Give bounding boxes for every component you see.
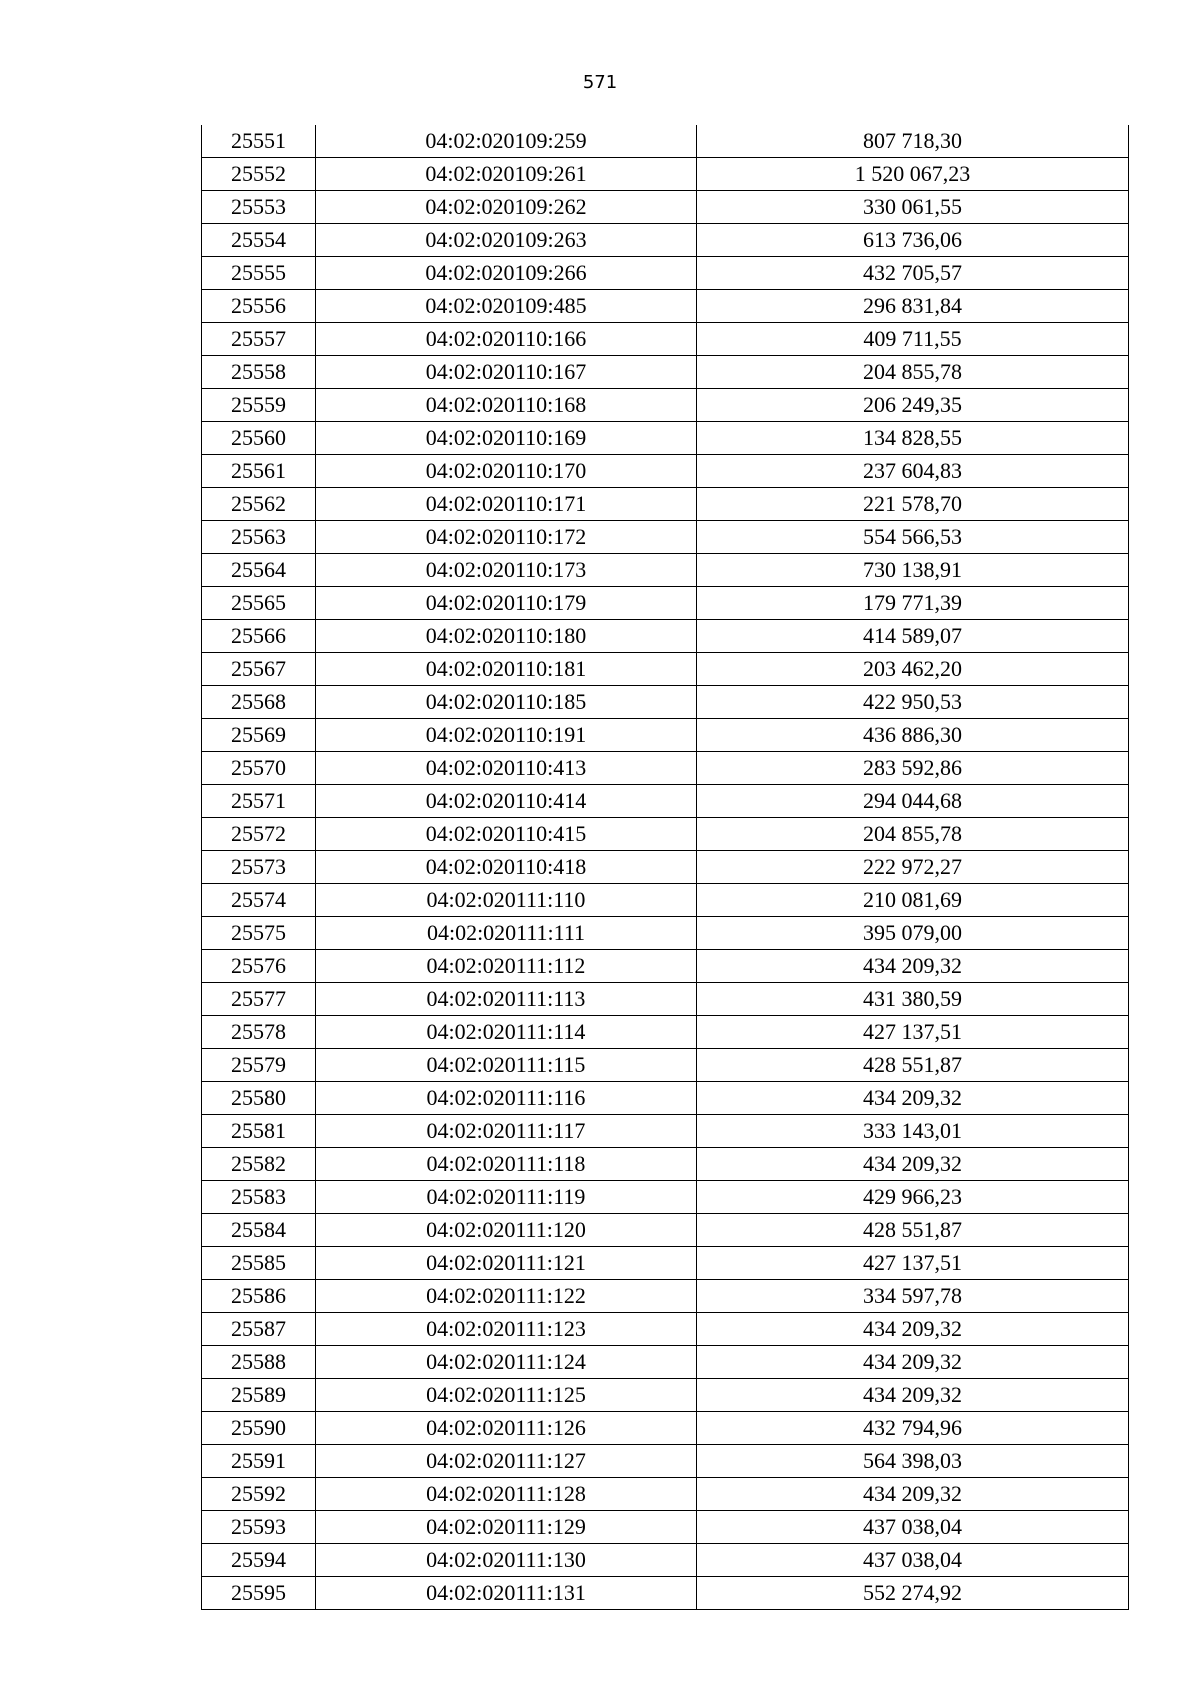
cadastral-value-cell: 237 604,83 bbox=[697, 455, 1129, 488]
table-row bbox=[202, 1115, 1129, 1148]
row-number-cell: 25554 bbox=[202, 224, 316, 257]
cadastral-value-cell: 432 705,57 bbox=[697, 257, 1129, 290]
cadastral-number-cell: 04:02:020109:266 bbox=[316, 257, 697, 290]
cadastral-number-cell: 04:02:020111:120 bbox=[316, 1214, 697, 1247]
table-row bbox=[202, 554, 1129, 587]
cadastral-value-cell: 554 566,53 bbox=[697, 521, 1129, 554]
table-row bbox=[202, 323, 1129, 356]
table-row bbox=[202, 1346, 1129, 1379]
cadastral-number-cell: 04:02:020111:111 bbox=[316, 917, 697, 950]
row-number-cell: 25575 bbox=[202, 917, 316, 950]
cadastral-number-cell: 04:02:020111:117 bbox=[316, 1115, 697, 1148]
cadastral-number-cell: 04:02:020109:261 bbox=[316, 158, 697, 191]
row-number-cell: 25567 bbox=[202, 653, 316, 686]
cadastral-number-cell: 04:02:020111:130 bbox=[316, 1544, 697, 1577]
table-row bbox=[202, 983, 1129, 1016]
row-number-cell: 25583 bbox=[202, 1181, 316, 1214]
cadastral-value-cell: 204 855,78 bbox=[697, 356, 1129, 389]
cadastral-number-cell: 04:02:020109:263 bbox=[316, 224, 697, 257]
cadastral-number-cell: 04:02:020111:129 bbox=[316, 1511, 697, 1544]
row-number-cell: 25593 bbox=[202, 1511, 316, 1544]
row-number-cell: 25558 bbox=[202, 356, 316, 389]
cadastral-number-cell: 04:02:020111:114 bbox=[316, 1016, 697, 1049]
cadastral-value-cell: 334 597,78 bbox=[697, 1280, 1129, 1313]
table-row bbox=[202, 1016, 1129, 1049]
cadastral-number-cell: 04:02:020110:171 bbox=[316, 488, 697, 521]
row-number-cell: 25576 bbox=[202, 950, 316, 983]
cadastral-number-cell: 04:02:020111:113 bbox=[316, 983, 697, 1016]
row-number-cell: 25560 bbox=[202, 422, 316, 455]
table-row bbox=[202, 125, 1129, 158]
table-row bbox=[202, 686, 1129, 719]
row-number-cell: 25568 bbox=[202, 686, 316, 719]
cadastral-number-cell: 04:02:020111:112 bbox=[316, 950, 697, 983]
cadastral-value-cell: 427 137,51 bbox=[697, 1016, 1129, 1049]
table-body bbox=[202, 125, 1129, 1610]
cadastral-number-cell: 04:02:020111:122 bbox=[316, 1280, 697, 1313]
row-number-cell: 25589 bbox=[202, 1379, 316, 1412]
table-row bbox=[202, 1214, 1129, 1247]
row-number-cell: 25587 bbox=[202, 1313, 316, 1346]
row-number-cell: 25592 bbox=[202, 1478, 316, 1511]
cadastral-value-cell: 210 081,69 bbox=[697, 884, 1129, 917]
cadastral-value-cell: 730 138,91 bbox=[697, 554, 1129, 587]
row-number-cell: 25584 bbox=[202, 1214, 316, 1247]
cadastral-number-cell: 04:02:020111:118 bbox=[316, 1148, 697, 1181]
table-row bbox=[202, 653, 1129, 686]
cadastral-value-cell: 437 038,04 bbox=[697, 1511, 1129, 1544]
table-row bbox=[202, 1082, 1129, 1115]
row-number-cell: 25561 bbox=[202, 455, 316, 488]
cadastral-number-cell: 04:02:020110:185 bbox=[316, 686, 697, 719]
cadastral-value-cell: 428 551,87 bbox=[697, 1049, 1129, 1082]
row-number-cell: 25557 bbox=[202, 323, 316, 356]
row-number-cell: 25552 bbox=[202, 158, 316, 191]
row-number-cell: 25566 bbox=[202, 620, 316, 653]
row-number-cell: 25571 bbox=[202, 785, 316, 818]
cadastral-value-cell: 434 209,32 bbox=[697, 1379, 1129, 1412]
row-number-cell: 25582 bbox=[202, 1148, 316, 1181]
cadastral-number-cell: 04:02:020110:414 bbox=[316, 785, 697, 818]
cadastral-value-cell: 434 209,32 bbox=[697, 950, 1129, 983]
cadastral-value-cell: 134 828,55 bbox=[697, 422, 1129, 455]
cadastral-number-cell: 04:02:020109:259 bbox=[316, 125, 697, 158]
cadastral-value-cell: 564 398,03 bbox=[697, 1445, 1129, 1478]
table-row bbox=[202, 1577, 1129, 1610]
cadastral-number-cell: 04:02:020111:119 bbox=[316, 1181, 697, 1214]
table-row bbox=[202, 1445, 1129, 1478]
row-number-cell: 25555 bbox=[202, 257, 316, 290]
cadastral-value-cell: 221 578,70 bbox=[697, 488, 1129, 521]
cadastral-number-cell: 04:02:020111:124 bbox=[316, 1346, 697, 1379]
cadastral-value-cell: 179 771,39 bbox=[697, 587, 1129, 620]
table-row bbox=[202, 1181, 1129, 1214]
row-number-cell: 25563 bbox=[202, 521, 316, 554]
cadastral-number-cell: 04:02:020111:125 bbox=[316, 1379, 697, 1412]
cadastral-number-cell: 04:02:020110:181 bbox=[316, 653, 697, 686]
cadastral-value-cell: 414 589,07 bbox=[697, 620, 1129, 653]
row-number-cell: 25591 bbox=[202, 1445, 316, 1478]
row-number-cell: 25580 bbox=[202, 1082, 316, 1115]
row-number-cell: 25570 bbox=[202, 752, 316, 785]
cadastral-value-cell: 1 520 067,23 bbox=[697, 158, 1129, 191]
cadastral-value-cell: 427 137,51 bbox=[697, 1247, 1129, 1280]
table-row bbox=[202, 1280, 1129, 1313]
row-number-cell: 25559 bbox=[202, 389, 316, 422]
cadastral-number-cell: 04:02:020111:128 bbox=[316, 1478, 697, 1511]
table-row bbox=[202, 785, 1129, 818]
cadastral-number-cell: 04:02:020110:170 bbox=[316, 455, 697, 488]
cadastral-value-cell: 613 736,06 bbox=[697, 224, 1129, 257]
row-number-cell: 25579 bbox=[202, 1049, 316, 1082]
table-row bbox=[202, 1379, 1129, 1412]
table-row bbox=[202, 422, 1129, 455]
cadastral-value-cell: 428 551,87 bbox=[697, 1214, 1129, 1247]
row-number-cell: 25585 bbox=[202, 1247, 316, 1280]
cadastral-number-cell: 04:02:020111:110 bbox=[316, 884, 697, 917]
cadastral-value-cell: 434 209,32 bbox=[697, 1082, 1129, 1115]
table-row bbox=[202, 884, 1129, 917]
cadastral-value-cell: 294 044,68 bbox=[697, 785, 1129, 818]
cadastral-value-cell: 206 249,35 bbox=[697, 389, 1129, 422]
table-row bbox=[202, 257, 1129, 290]
table-row bbox=[202, 1049, 1129, 1082]
table-row bbox=[202, 158, 1129, 191]
row-number-cell: 25595 bbox=[202, 1577, 316, 1610]
table-row bbox=[202, 818, 1129, 851]
cadastral-value-cell: 434 209,32 bbox=[697, 1148, 1129, 1181]
table-row bbox=[202, 1148, 1129, 1181]
table-row bbox=[202, 851, 1129, 884]
cadastral-number-cell: 04:02:020109:262 bbox=[316, 191, 697, 224]
table-row bbox=[202, 1247, 1129, 1280]
table-row bbox=[202, 752, 1129, 785]
cadastral-value-cell: 409 711,55 bbox=[697, 323, 1129, 356]
cadastral-number-cell: 04:02:020111:127 bbox=[316, 1445, 697, 1478]
row-number-cell: 25573 bbox=[202, 851, 316, 884]
row-number-cell: 25564 bbox=[202, 554, 316, 587]
table-row bbox=[202, 521, 1129, 554]
cadastral-number-cell: 04:02:020110:413 bbox=[316, 752, 697, 785]
table-row bbox=[202, 356, 1129, 389]
table-row bbox=[202, 950, 1129, 983]
table-row bbox=[202, 455, 1129, 488]
cadastral-value-cell: 434 209,32 bbox=[697, 1478, 1129, 1511]
cadastral-number-cell: 04:02:020110:415 bbox=[316, 818, 697, 851]
cadastral-value-cell: 429 966,23 bbox=[697, 1181, 1129, 1214]
row-number-cell: 25578 bbox=[202, 1016, 316, 1049]
table-row bbox=[202, 290, 1129, 323]
table-row bbox=[202, 587, 1129, 620]
cadastral-value-cell: 431 380,59 bbox=[697, 983, 1129, 1016]
cadastral-number-cell: 04:02:020111:115 bbox=[316, 1049, 697, 1082]
table-row bbox=[202, 719, 1129, 752]
row-number-cell: 25565 bbox=[202, 587, 316, 620]
table-row bbox=[202, 917, 1129, 950]
table-row bbox=[202, 1313, 1129, 1346]
cadastral-number-cell: 04:02:020110:166 bbox=[316, 323, 697, 356]
cadastral-value-cell: 432 794,96 bbox=[697, 1412, 1129, 1445]
row-number-cell: 25590 bbox=[202, 1412, 316, 1445]
cadastral-number-cell: 04:02:020110:173 bbox=[316, 554, 697, 587]
row-number-cell: 25594 bbox=[202, 1544, 316, 1577]
cadastral-value-cell: 437 038,04 bbox=[697, 1544, 1129, 1577]
row-number-cell: 25572 bbox=[202, 818, 316, 851]
cadastral-value-cell: 222 972,27 bbox=[697, 851, 1129, 884]
cadastral-value-cell: 436 886,30 bbox=[697, 719, 1129, 752]
table-row bbox=[202, 1412, 1129, 1445]
cadastral-value-cell: 552 274,92 bbox=[697, 1577, 1129, 1610]
cadastral-value-cell: 807 718,30 bbox=[697, 125, 1129, 158]
cadastral-number-cell: 04:02:020110:179 bbox=[316, 587, 697, 620]
row-number-cell: 25588 bbox=[202, 1346, 316, 1379]
row-number-cell: 25577 bbox=[202, 983, 316, 1016]
cadastral-number-cell: 04:02:020110:172 bbox=[316, 521, 697, 554]
cadastral-value-cell: 283 592,86 bbox=[697, 752, 1129, 785]
cadastral-number-cell: 04:02:020111:131 bbox=[316, 1577, 697, 1610]
cadastral-number-cell: 04:02:020111:121 bbox=[316, 1247, 697, 1280]
page-number: 571 bbox=[582, 72, 618, 93]
cadastral-value-cell: 203 462,20 bbox=[697, 653, 1129, 686]
table-row bbox=[202, 620, 1129, 653]
cadastral-value-cell: 422 950,53 bbox=[697, 686, 1129, 719]
cadastral-number-cell: 04:02:020110:167 bbox=[316, 356, 697, 389]
cadastral-value-cell: 330 061,55 bbox=[697, 191, 1129, 224]
table-row bbox=[202, 191, 1129, 224]
cadastral-number-cell: 04:02:020111:126 bbox=[316, 1412, 697, 1445]
cadastral-value-cell: 434 209,32 bbox=[697, 1313, 1129, 1346]
cadastral-number-cell: 04:02:020109:485 bbox=[316, 290, 697, 323]
cadastral-value-cell: 333 143,01 bbox=[697, 1115, 1129, 1148]
table-row bbox=[202, 1478, 1129, 1511]
table-row bbox=[202, 389, 1129, 422]
cadastral-value-table bbox=[201, 125, 1129, 1610]
row-number-cell: 25569 bbox=[202, 719, 316, 752]
row-number-cell: 25551 bbox=[202, 125, 316, 158]
row-number-cell: 25556 bbox=[202, 290, 316, 323]
cadastral-number-cell: 04:02:020110:180 bbox=[316, 620, 697, 653]
table-row bbox=[202, 1544, 1129, 1577]
table-row bbox=[202, 224, 1129, 257]
row-number-cell: 25562 bbox=[202, 488, 316, 521]
row-number-cell: 25586 bbox=[202, 1280, 316, 1313]
cadastral-number-cell: 04:02:020110:191 bbox=[316, 719, 697, 752]
row-number-cell: 25574 bbox=[202, 884, 316, 917]
cadastral-number-cell: 04:02:020110:168 bbox=[316, 389, 697, 422]
row-number-cell: 25553 bbox=[202, 191, 316, 224]
cadastral-value-cell: 434 209,32 bbox=[697, 1346, 1129, 1379]
table-row bbox=[202, 1511, 1129, 1544]
cadastral-value-cell: 395 079,00 bbox=[697, 917, 1129, 950]
cadastral-number-cell: 04:02:020110:169 bbox=[316, 422, 697, 455]
cadastral-number-cell: 04:02:020110:418 bbox=[316, 851, 697, 884]
cadastral-number-cell: 04:02:020111:123 bbox=[316, 1313, 697, 1346]
cadastral-number-cell: 04:02:020111:116 bbox=[316, 1082, 697, 1115]
row-number-cell: 25581 bbox=[202, 1115, 316, 1148]
cadastral-value-cell: 296 831,84 bbox=[697, 290, 1129, 323]
table-row bbox=[202, 488, 1129, 521]
cadastral-value-cell: 204 855,78 bbox=[697, 818, 1129, 851]
